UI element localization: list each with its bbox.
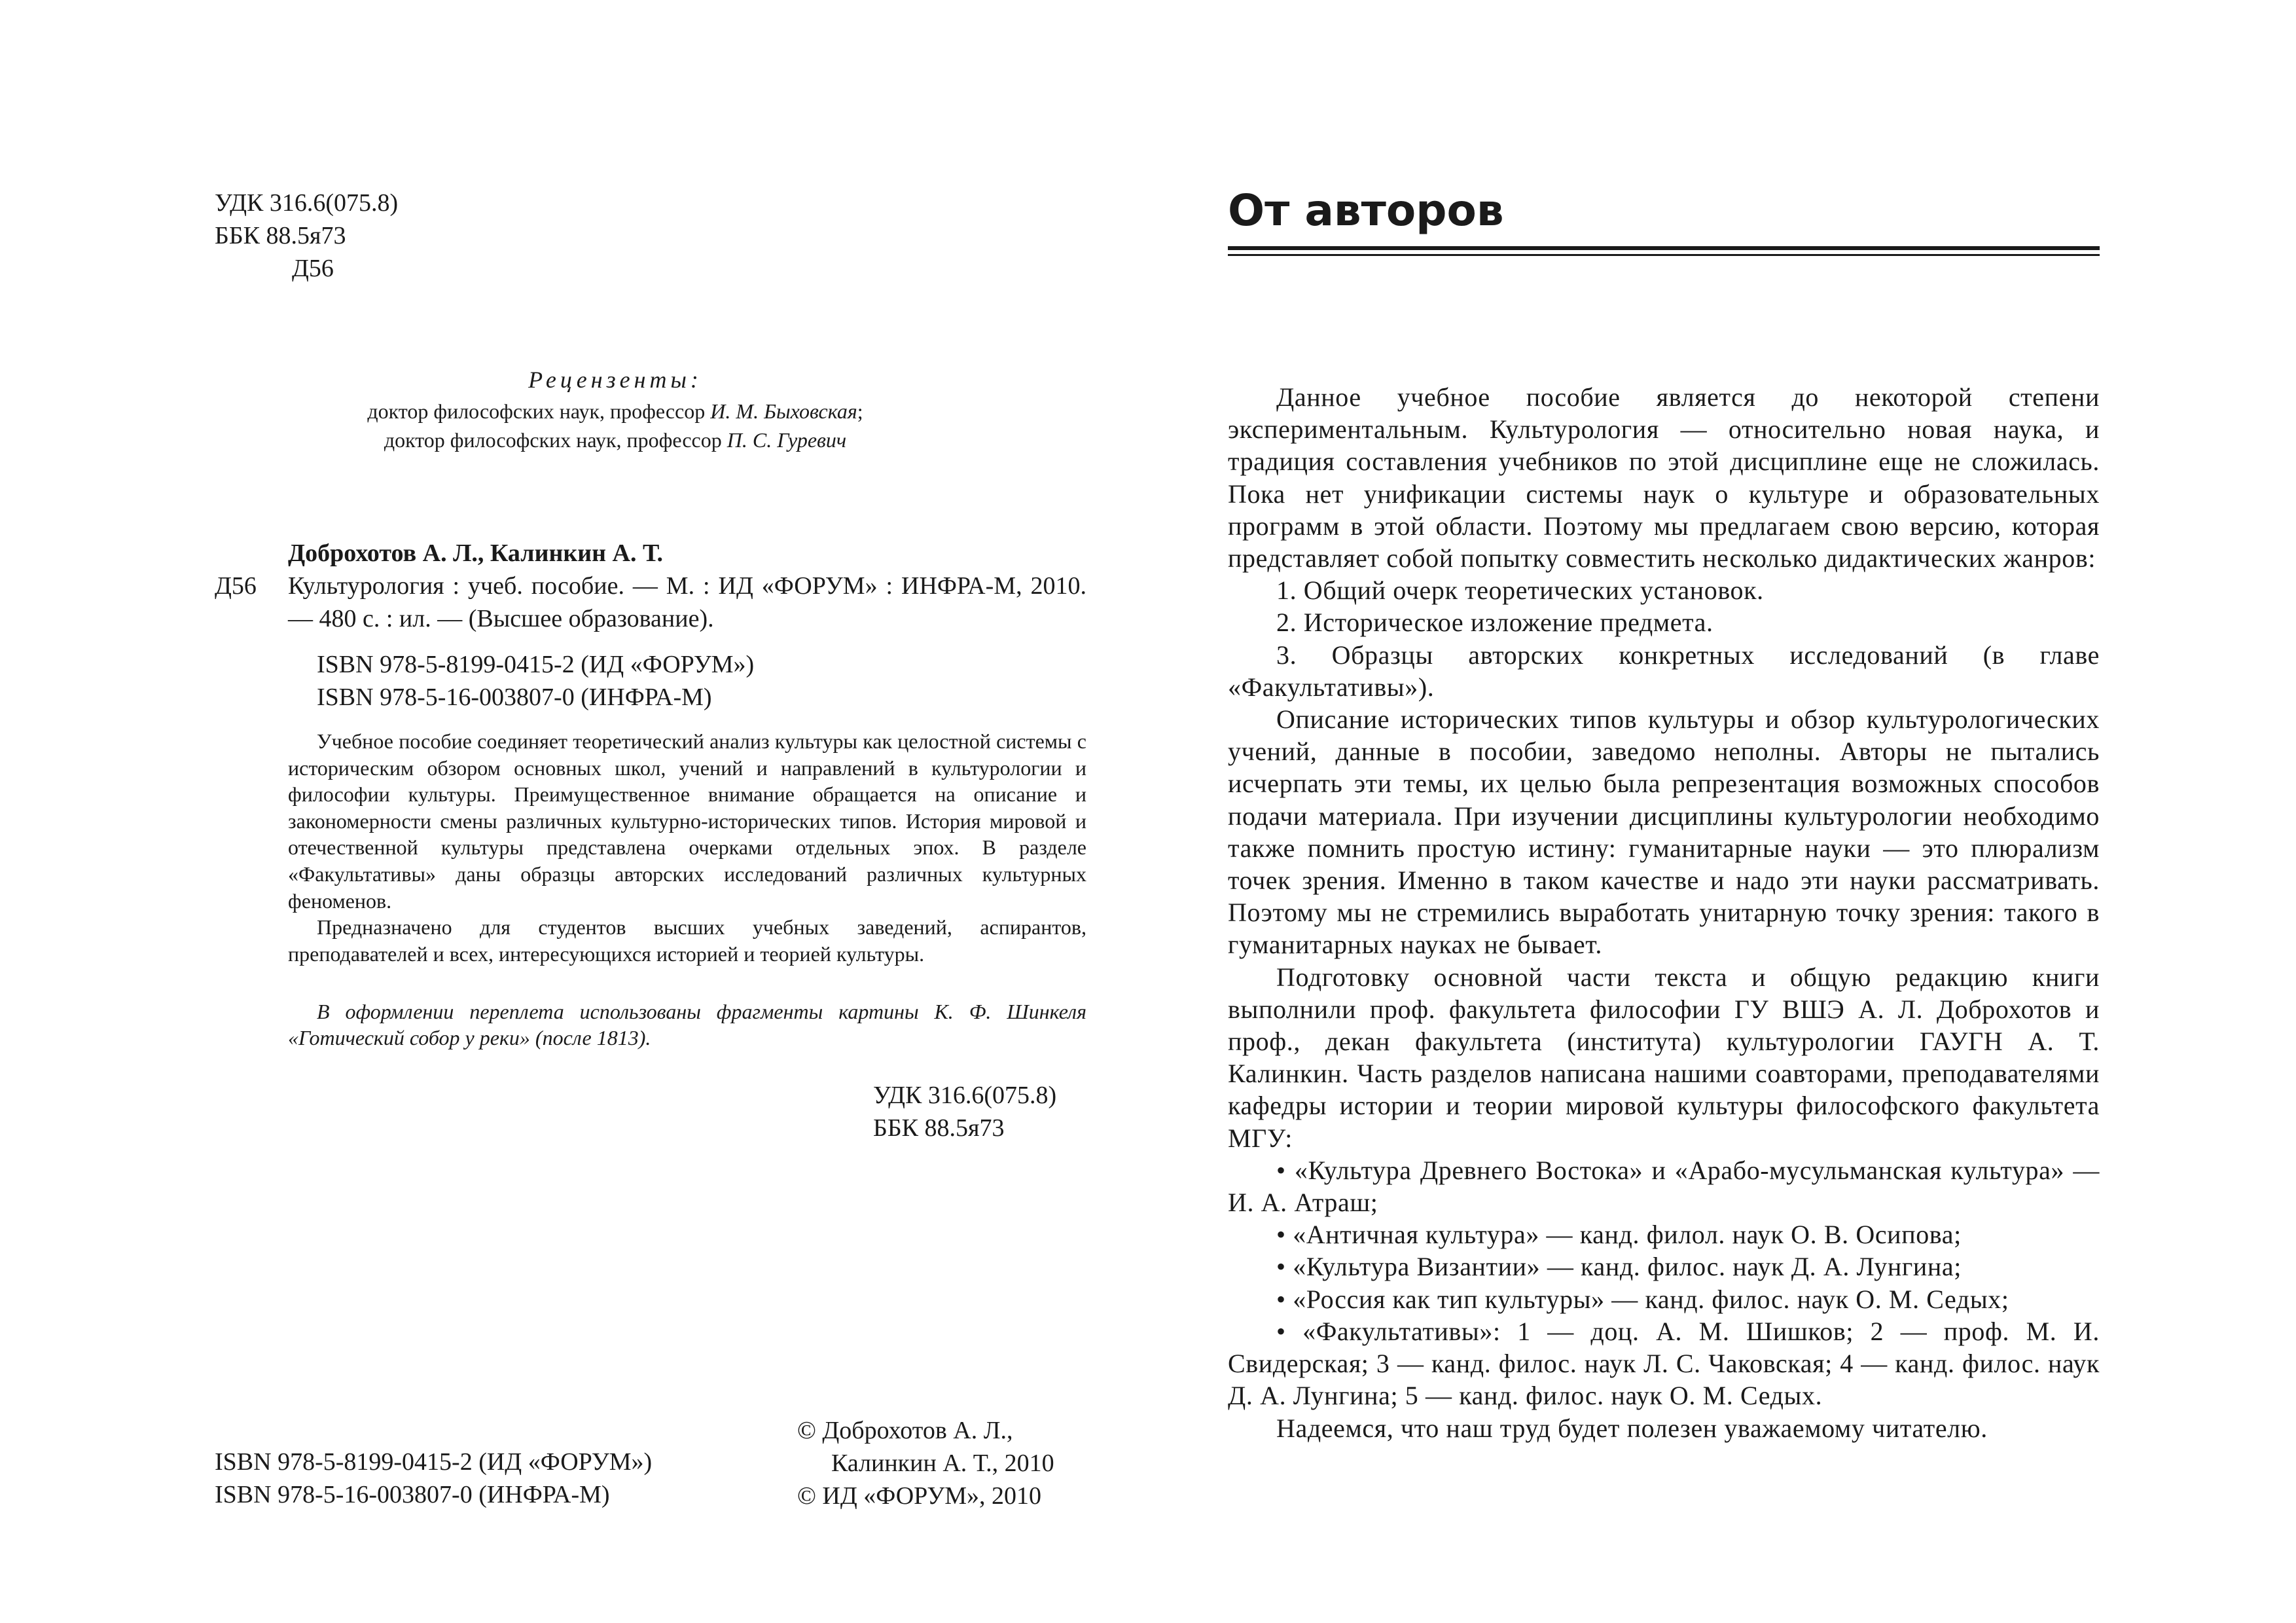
paragraph: Надеемся, что наш труд будет полезен уважаемому читателю. <box>1276 1413 1988 1443</box>
isbn-infra: ISBN 978-5-16-003807-0 (ИНФРА-М) <box>215 1481 610 1508</box>
shelf-mark: Д56 <box>215 572 257 600</box>
title-rule-thin <box>1228 254 2100 256</box>
reviewer-1 <box>288 397 942 426</box>
reviewers-block <box>288 365 942 454</box>
reviewers-heading: Рецензенты: <box>528 367 702 393</box>
isbn-forum: ISBN 978-5-8199-0415-2 (ИД «ФОРУМ») <box>215 1448 653 1476</box>
author-mark: Д56 <box>292 255 334 282</box>
bottom-isbn-block <box>215 1446 652 1511</box>
cover-note <box>288 998 1086 1051</box>
cover-note-text: В оформлении переплета использованы фрагменты картины К. Ф. Шинкеля «Готический собор у реки» (после 1813). <box>288 1000 1086 1049</box>
paragraph: Данное учебное пособие является до некоторой степени экспериментальным. Культурология — относительно новая наука, и традиция составления учебников по этой дисциплине еще не сложилась. Пока нет унификации системы наук о культуре и образовательных программ в этой области. Поэтому мы предлагаем свою версию, которая представляет собой попытку совместить несколько дидактических жанров: <box>1228 382 2100 574</box>
title-rule-thick <box>1228 246 2100 250</box>
reviewer-2 <box>288 426 942 454</box>
authors-heading: Доброхотов А. Л., Калинкин А. Т. <box>288 539 664 567</box>
list-item: 1. Общий очерк теоретических установок. <box>1276 575 1764 606</box>
isbn-forum: ISBN 978-5-8199-0415-2 (ИД «ФОРУМ») <box>317 651 755 678</box>
list-item: 3. Образцы авторских конкретных исследований (в главе «Факультативы»). <box>1228 640 2100 702</box>
bullet-item: • «Культура Византии» — канд. филос. наук Д. А. Лунгина; <box>1276 1252 1962 1282</box>
annotation-paragraph: Учебное пособие соединяет теоретический анализ культуры как целостной системы с историческим обзором основных школ, учений и направлений в культурологии и философии культуры. Преимущественное внимание обращается на описание и закономерности смены различных культурно-исторических типов. История мировой и отечественной культуры представлена очерками отдельных эпох. В разделе «Факультативы» даны образцы авторских исследований различных культурных феноменов. <box>288 729 1086 913</box>
reviewer-2-name: П. С. Гуревич <box>726 428 847 452</box>
copyright-publisher: © ИД «ФОРУМ», 2010 <box>797 1482 1042 1510</box>
classification-codes-top <box>215 187 398 285</box>
copyright-block <box>797 1414 1054 1512</box>
udk-code: УДК 316.6(075.8) <box>873 1082 1057 1109</box>
bullet-item: • «Россия как тип культуры» — канд. филос. наук О. М. Седых; <box>1276 1284 2009 1314</box>
bullet-item: • «Античная культура» — канд. филол. наук О. В. Осипова; <box>1276 1220 1962 1250</box>
copyright-authors: © Доброхотов А. Л., <box>797 1417 1013 1444</box>
isbn-block <box>317 648 754 714</box>
chapter-title: От авторов <box>1228 185 1504 236</box>
bbk-code: ББК 88.5я73 <box>873 1114 1005 1142</box>
bibliographic-text: Культурология : учеб. пособие. — М. : ИД «ФОРУМ» : ИНФРА-М, 2010. — 480 с. : ил. — (Высшее образование). <box>288 572 1086 632</box>
bullet-item: • «Культура Древнего Востока» и «Арабо-мусульманская культура» — И. А. Атраш; <box>1228 1155 2100 1218</box>
classification-codes-bottom <box>873 1079 1056 1144</box>
bullet-item: • «Факультативы»: 1 — доц. А. М. Шишков; 2 — проф. М. И. Свидерская; 3 — канд. филос. наук Л. С. Чаковская; 4 — канд. филос. наук Д. А. Лунгина; 5 — канд. филос. наук О. М. Седых. <box>1228 1316 2100 1411</box>
reviewer-1-name: И. М. Быховская <box>710 399 857 423</box>
isbn-infra: ISBN 978-5-16-003807-0 (ИНФРА-М) <box>317 684 712 711</box>
paragraph: Подготовку основной части текста и общую редакцию книги выполнили проф. факультета философии ГУ ВШЭ А. Л. Доброхотов и проф., декан факультета (института) культурологии ГАУГН А. Т. Калинкин. Часть разделов написана нашими соавторами, преподавателями кафедры истории и теории мировой культуры философского факультета МГУ: <box>1228 962 2100 1153</box>
udk-code: УДК 316.6(075.8) <box>215 189 399 217</box>
list-item: 2. Историческое изложение предмета. <box>1276 608 1713 638</box>
preface-body <box>1228 381 2100 1444</box>
annotation <box>288 728 1086 967</box>
copyright-authors-cont: Калинкин А. Т., 2010 <box>831 1450 1054 1477</box>
reviewer-2-title: доктор философских наук, профессор <box>384 428 727 452</box>
reviewer-1-title: доктор философских наук, профессор <box>367 399 711 423</box>
annotation-paragraph: Предназначено для студентов высших учебных заведений, аспирантов, преподавателей и всех, интересующихся историей и теорией культуры. <box>288 915 1086 966</box>
paragraph: Описание исторических типов культуры и обзор культурологических учений, данные в пособии, заведомо неполны. Авторы не пытались исчерпать эти темы, их целью была репрезентация возможных способов подачи материала. При изучении дисциплины культурологии необходимо также помнить простую истину: гуманитарные науки — это плюрализм точек зрения. Именно в таком качестве и надо эти науки рассматривать. Поэтому мы не стремились выработать унитарную точку зрения: такого в гуманитарных науках не бывает. <box>1228 704 2100 960</box>
bbk-code: ББК 88.5я73 <box>215 222 346 249</box>
bibliographic-description <box>288 570 1086 635</box>
reviewer-1-suffix: ; <box>857 399 863 423</box>
